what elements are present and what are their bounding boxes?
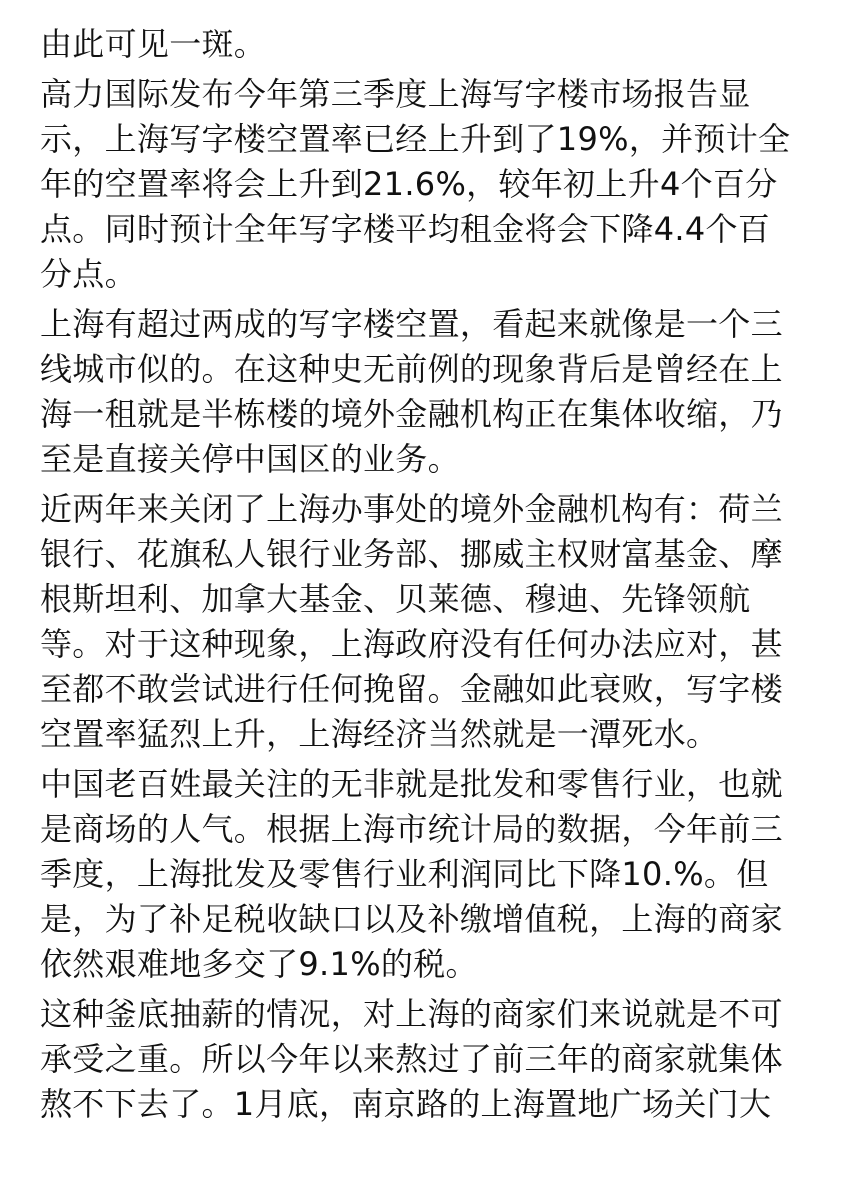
paragraph [40, 762, 820, 987]
text-line: 中国老百姓最关注的无非就是批发和零售行业，也就 [40, 765, 783, 803]
text-line: 是，为了补足税收缺口以及补缴增值税，上海的商家 [40, 900, 783, 938]
text-line: 空置率猛烈上升，上海经济当然就是一潭死水。 [40, 715, 719, 753]
text-line: 由此可见一斑。 [40, 25, 267, 63]
text-line: 承受之重。所以今年以来熬过了前三年的商家就集体 [40, 1040, 783, 1078]
text-line: 年的空置率将会上升到21.6%，较年初上升4个百分 [40, 165, 778, 203]
text-line: 是商场的人气。根据上海市统计局的数据，今年前三 [40, 810, 783, 848]
text-line: 熬不下去了。1月底，南京路的上海置地广场关门大 [40, 1085, 772, 1123]
text-line: 点。同时预计全年写字楼平均租金将会下降4.4个百 [40, 210, 771, 248]
text-line: 上海有超过两成的写字楼空置，看起来就像是一个三 [40, 305, 783, 343]
paragraph [40, 992, 820, 1127]
text-line: 示，上海写字楼空置率已经上升到了19%，并预计全 [40, 120, 791, 158]
text-line: 银行、花旗私人银行业务部、挪威主权财富基金、摩 [40, 535, 783, 573]
text-line: 等。对于这种现象，上海政府没有任何办法应对，甚 [40, 625, 783, 663]
text-line: 季度，上海批发及零售行业利润同比下降10.%。但 [40, 855, 769, 893]
text-line: 至是直接关停中国区的业务。 [40, 440, 460, 478]
paragraph [40, 487, 820, 757]
paragraph [40, 72, 820, 297]
text-line: 线城市似的。在这种史无前例的现象背后是曾经在上 [40, 350, 783, 388]
text-line: 这种釜底抽薪的情况，对上海的商家们来说就是不可 [40, 995, 783, 1033]
text-line: 高力国际发布今年第三季度上海写字楼市场报告显 [40, 75, 751, 113]
text-line: 近两年来关闭了上海办事处的境外金融机构有：荷兰 [40, 490, 783, 528]
text-line: 分点。 [40, 255, 137, 293]
article-text [40, 22, 820, 1132]
paragraph [40, 22, 820, 67]
text-line: 依然艰难地多交了9.1%的税。 [40, 945, 478, 983]
text-line: 海一租就是半栋楼的境外金融机构正在集体收缩，乃 [40, 395, 783, 433]
paragraph [40, 302, 820, 482]
text-line: 根斯坦利、加拿大基金、贝莱德、穆迪、先锋领航 [40, 580, 751, 618]
text-line: 至都不敢尝试进行任何挽留。金融如此衰败，写字楼 [40, 670, 783, 708]
